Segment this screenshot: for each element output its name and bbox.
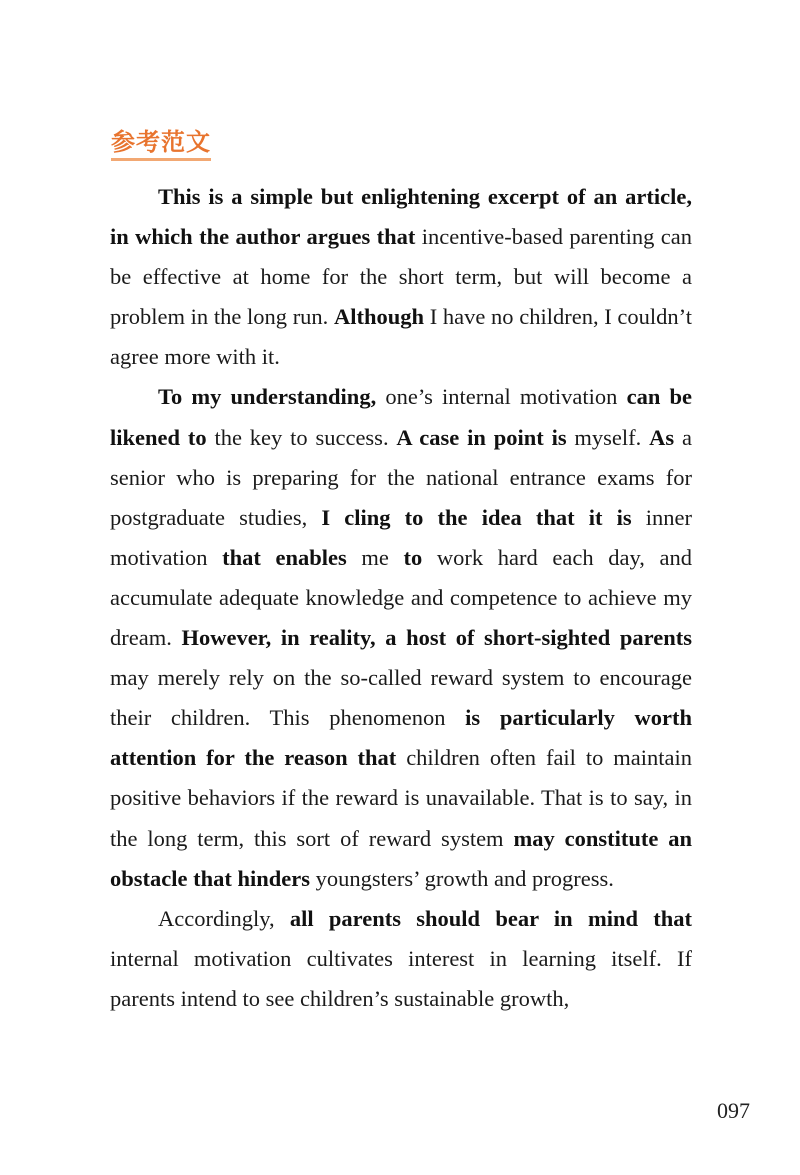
text-run: internal motivation cultivates interest in learning itself. If parents intend to see children’s sustainable growth, (110, 945, 692, 1011)
text-run: children often fail to maintain positive behaviors if the reward is unavailable. That is to say, in the long term, this sort of reward system (110, 745, 692, 851)
bold-phrase: This is a simple but enlightening excerpt of an article, in which the author argues that (110, 184, 692, 250)
essay-paragraph (110, 899, 692, 1019)
text-run: the key to success. (206, 424, 397, 450)
text-run: I have no children, I couldn’t agree more with it. (110, 304, 692, 370)
text-run: me (346, 544, 404, 570)
section-heading: 参考范文 (111, 128, 211, 156)
bold-phrase: However, in reality, a host of short-sighted parents (181, 625, 692, 651)
text-run: youngsters’ growth and progress. (310, 865, 614, 891)
text-run: Accordingly, (158, 905, 290, 931)
text-run: inner motivation (110, 504, 692, 570)
bold-phrase: Although (334, 304, 425, 330)
text-run: may merely rely on the so-called reward system to encourage their children. This phenomenon (110, 665, 692, 731)
bold-phrase: I cling to the idea that it is (321, 504, 632, 530)
text-run: myself. (566, 424, 650, 450)
bold-phrase: to (403, 544, 423, 570)
bold-phrase: is particularly worth attention for the reason that (110, 705, 692, 771)
heading-underline (111, 158, 211, 161)
text-run: a senior who is preparing for the national entrance exams for postgraduate studies, (110, 424, 692, 530)
text-run: work hard each day, and accumulate adequate knowledge and competence to achieve my dream. (110, 544, 692, 651)
bold-phrase: As (649, 424, 675, 450)
bold-phrase: can be likened to (110, 384, 692, 450)
essay-body (110, 177, 692, 1019)
essay-paragraph (110, 377, 692, 898)
bold-phrase: that enables (222, 544, 347, 570)
bold-phrase: To my understanding, (158, 384, 377, 410)
text-run: one’s internal motivation (376, 384, 627, 410)
page-number: 097 (717, 1098, 750, 1123)
essay-paragraph (110, 177, 692, 377)
text-run: incentive-based parenting can be effective at home for the short term, but will become a problem in the long run. (110, 224, 692, 330)
bold-phrase: all parents should bear in mind that (289, 905, 692, 931)
bold-phrase: A case in point is (396, 424, 567, 450)
bold-phrase: may constitute an obstacle that hinders (110, 825, 692, 891)
